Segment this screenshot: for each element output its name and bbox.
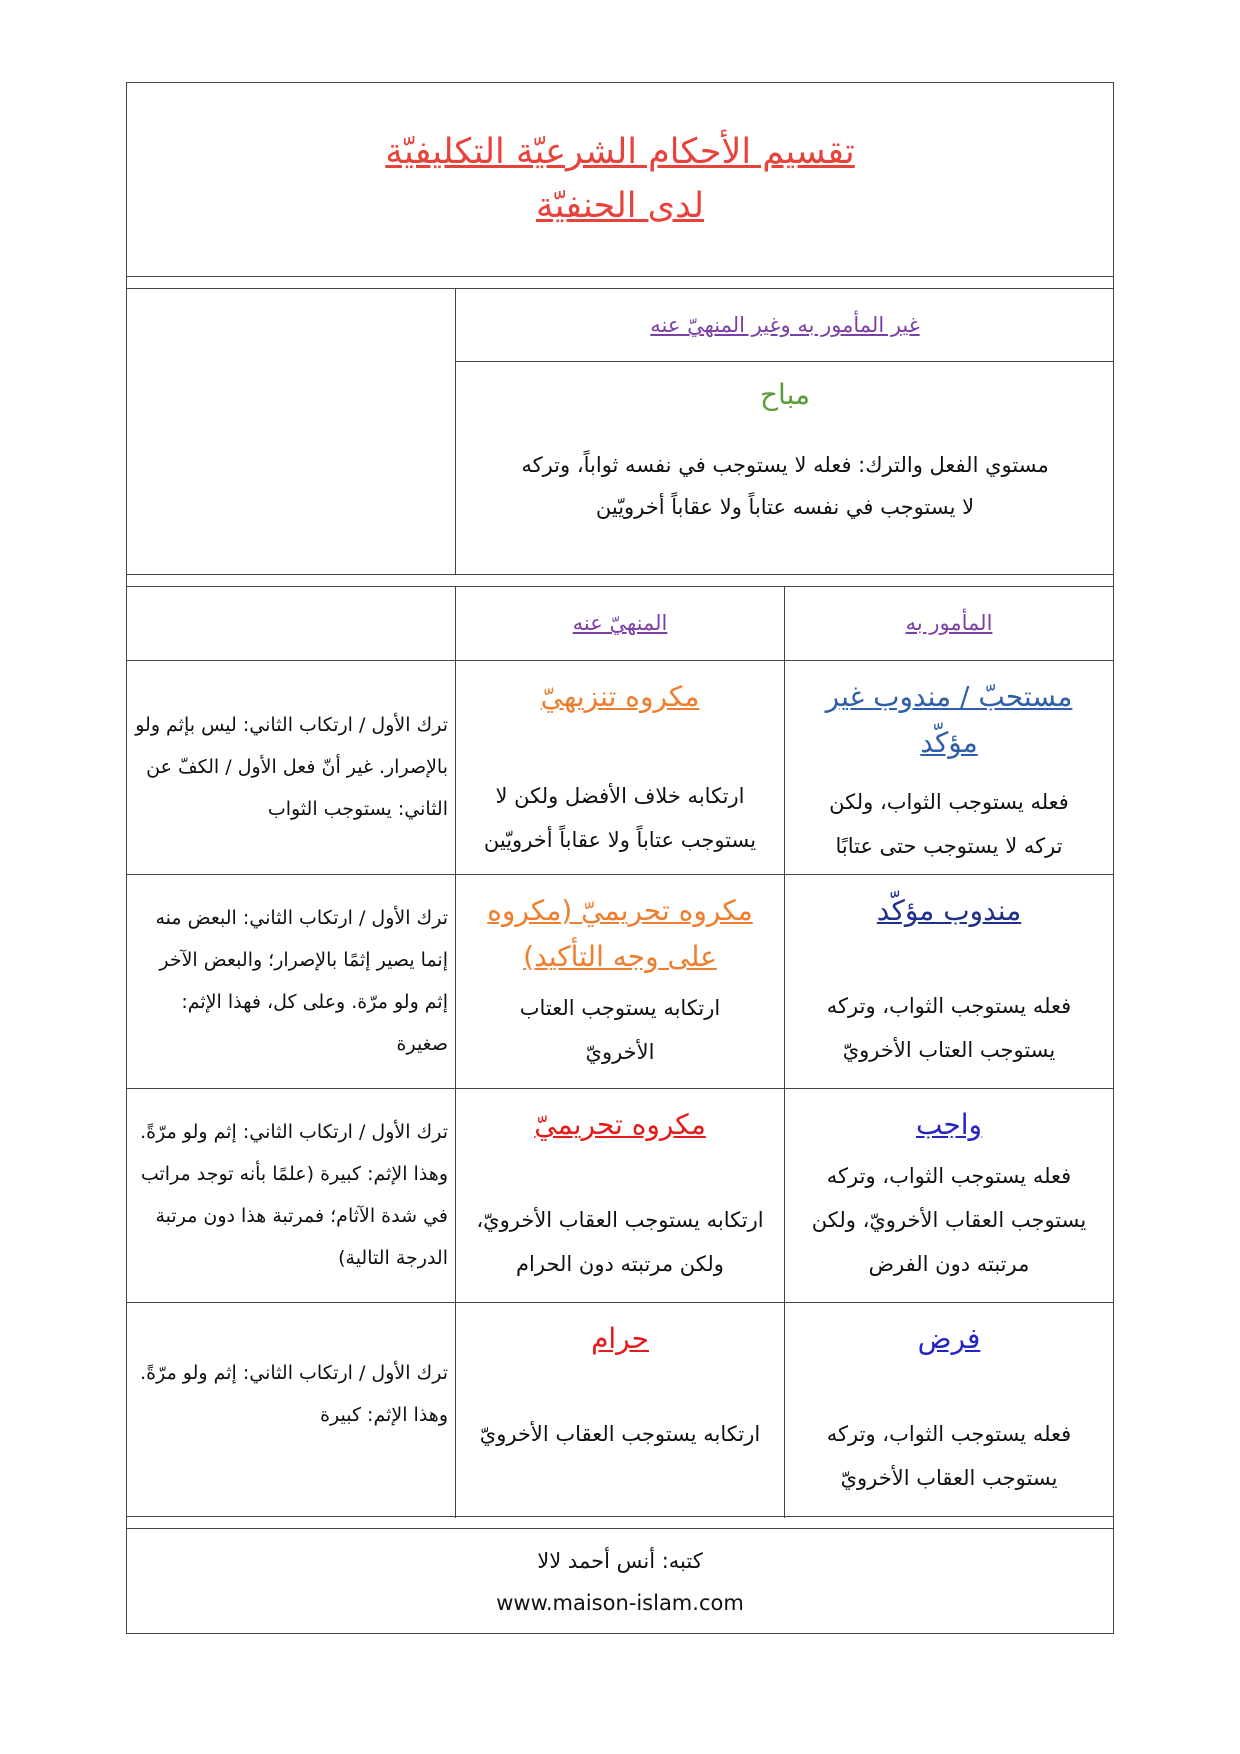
author: كتبه: أنس أحمد لالا bbox=[537, 1549, 703, 1573]
haram-desc: ارتكابه يستوجب العقاب الأخرويّ bbox=[479, 1422, 761, 1446]
row-2-forbidden bbox=[456, 874, 784, 1088]
row-1-ruling-text: ترك الأول / ارتكاب الثاني: ليس بإثم ولو بالإصرار. غير أنّ فعل الأول / الكفّ عن الثاني: يستوجب الثواب bbox=[135, 714, 448, 820]
divider bbox=[456, 361, 1114, 362]
neutral-header-cell bbox=[456, 288, 1114, 362]
row-2-ruling-text: ترك الأول / ارتكاب الثاني: البعض منه إنما يصير إثمًا بالإصرار؛ والبعض الآخر إثم ولو مرّة. وعلى كل، فهذا الإثم: صغيرة bbox=[155, 907, 448, 1055]
commanded-header-cell bbox=[784, 586, 1114, 660]
page-title: تقسيم الأحكام الشرعيّة التكليفيّة bbox=[385, 132, 855, 172]
neutral-cell bbox=[456, 372, 1114, 572]
tanzihi-desc: ارتكابه خلاف الأفضل ولكن لا يستوجب عتاباً ولا عقاباً أخرويّين bbox=[483, 784, 757, 852]
mubah-desc-2: لا يستوجب في نفسه عتاباً ولا عقاباً أخرويّين bbox=[595, 495, 975, 519]
document-page bbox=[126, 82, 1114, 1634]
row-3-ruling-text: ترك الأول / ارتكاب الثاني: إثم ولو مرّةً. وهذا الإثم: كبيرة (علمًا بأنه توجد مراتب في شدة الآثام؛ فمرتبة هذا دون مرتبة الدرجة التالية) bbox=[140, 1121, 448, 1269]
tahrimi-desc: ارتكابه يستوجب العقاب الأخرويّ، ولكن مرتبته دون الحرام bbox=[476, 1208, 764, 1276]
tahrimi-lite-name: مكروه تحريميّ (مكروه على وجه التأكيد) bbox=[487, 894, 753, 973]
row-4-ruling bbox=[134, 1302, 448, 1516]
row-2-commanded bbox=[784, 874, 1114, 1088]
footer bbox=[126, 1528, 1114, 1634]
row-1-forbidden bbox=[456, 660, 784, 874]
fard-name: فرض bbox=[917, 1322, 981, 1355]
mandub-desc: فعله يستوجب الثواب، وتركه يستوجب العتاب الأخرويّ bbox=[826, 994, 1072, 1062]
mustahabb-name: مستحبّ / مندوب غير مؤكّد bbox=[825, 680, 1073, 759]
divider bbox=[126, 574, 1114, 575]
website: www.maison-islam.com bbox=[496, 1591, 744, 1615]
forbidden-header-cell bbox=[456, 586, 784, 660]
row-4-forbidden bbox=[456, 1302, 784, 1516]
wajib-desc: فعله يستوجب الثواب، وتركه يستوجب العقاب الأخرويّ، ولكن مرتبته دون الفرض bbox=[811, 1164, 1087, 1276]
wajib-name: واجب bbox=[915, 1108, 983, 1141]
tanzihi-name: مكروه تنزيهيّ bbox=[540, 680, 700, 713]
row-4-ruling-text: ترك الأول / ارتكاب الثاني: إثم ولو مرّةً. وهذا الإثم: كبيرة bbox=[140, 1362, 448, 1426]
neutral-header: غير المأمور به وغير المنهيّ عنه bbox=[650, 313, 920, 337]
tahrimi-name: مكروه تحريميّ bbox=[534, 1108, 706, 1141]
tahrimi-lite-desc: ارتكابه يستوجب العتاب الأخرويّ bbox=[519, 996, 721, 1064]
forbidden-header: المنهيّ عنه bbox=[572, 611, 668, 635]
page-subtitle: لدى الحنفيّة bbox=[535, 186, 705, 226]
mubah-name: مباح bbox=[759, 378, 811, 411]
row-1-ruling bbox=[134, 660, 448, 874]
row-3-forbidden bbox=[456, 1088, 784, 1302]
divider bbox=[126, 276, 1114, 277]
row-3-commanded bbox=[784, 1088, 1114, 1302]
title-block bbox=[126, 82, 1114, 276]
row-4-commanded bbox=[784, 1302, 1114, 1516]
row-3-ruling bbox=[134, 1088, 448, 1302]
fard-desc: فعله يستوجب الثواب، وتركه يستوجب العقاب الأخرويّ bbox=[826, 1422, 1072, 1490]
mubah-desc-1: مستوي الفعل والترك: فعله لا يستوجب في نفسه ثواباً، وتركه bbox=[521, 453, 1049, 477]
haram-name: حرام bbox=[591, 1322, 649, 1355]
divider bbox=[126, 1516, 1114, 1517]
row-2-ruling bbox=[134, 874, 448, 1088]
commanded-header: المأمور به bbox=[905, 611, 993, 635]
mustahabb-desc: فعله يستوجب الثواب، ولكن تركه لا يستوجب حتى عتابًا bbox=[829, 790, 1069, 858]
mandub-name: مندوب مؤكّد bbox=[876, 894, 1022, 927]
row-1-commanded bbox=[784, 660, 1114, 874]
